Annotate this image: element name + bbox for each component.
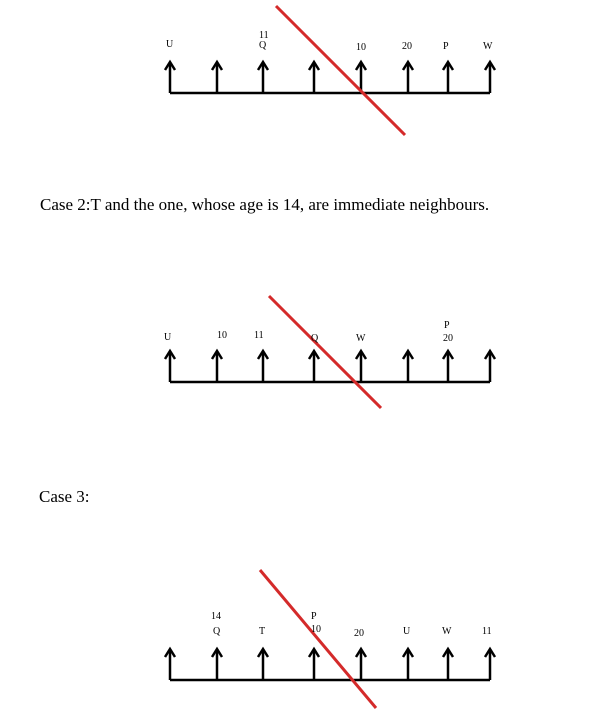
label-14: 14 [211, 611, 221, 622]
label-20: 20 [402, 41, 412, 52]
label-p: P [444, 320, 450, 331]
label-w: W [356, 333, 366, 344]
label-u: U [403, 626, 411, 637]
label-w: W [442, 626, 452, 637]
label-10: 10 [217, 330, 227, 341]
up-arrow-icon [403, 351, 413, 382]
up-arrow-icon [165, 649, 175, 680]
up-arrow-icon [356, 649, 366, 680]
label-11: 11 [259, 30, 269, 41]
diagram-1-arrows [165, 62, 495, 93]
diagram-2 [164, 296, 495, 408]
up-arrow-icon [356, 351, 366, 382]
label-q: Q [311, 333, 319, 344]
case-3-heading: Case 3: [39, 487, 90, 506]
up-arrow-icon [258, 62, 268, 93]
label-q: Q [259, 40, 267, 51]
up-arrow-icon [309, 62, 319, 93]
diagram-1 [165, 6, 495, 135]
up-arrow-icon [165, 62, 175, 93]
label-q: Q [213, 626, 221, 637]
label-20: 20 [354, 628, 364, 639]
up-arrow-icon [258, 649, 268, 680]
label-t: T [259, 626, 266, 637]
label-p: P [443, 41, 449, 52]
up-arrow-icon [485, 351, 495, 382]
up-arrow-icon [485, 649, 495, 680]
up-arrow-icon [165, 351, 175, 382]
up-arrow-icon [309, 351, 319, 382]
up-arrow-icon [403, 62, 413, 93]
up-arrow-icon [212, 62, 222, 93]
diagram-3 [165, 570, 495, 708]
up-arrow-icon [443, 649, 453, 680]
up-arrow-icon [443, 351, 453, 382]
up-arrow-icon [258, 351, 268, 382]
label-10: 10 [356, 42, 366, 53]
up-arrow-icon [485, 62, 495, 93]
case-2-statement: Case 2:T and the one, whose age is 14, are immediate neighbours. [40, 195, 490, 214]
diagram-2-strike-line [269, 296, 381, 408]
label-u: U [166, 39, 174, 50]
up-arrow-icon [443, 62, 453, 93]
label-p: P [311, 611, 317, 622]
label-w: W [483, 41, 493, 52]
label-u: U [164, 332, 172, 343]
label-11: 11 [254, 330, 264, 341]
up-arrow-icon [309, 649, 319, 680]
label-10: 10 [311, 624, 321, 635]
diagram-1-strike-line [276, 6, 405, 135]
up-arrow-icon [212, 351, 222, 382]
label-20: 20 [443, 333, 453, 344]
label-11: 11 [482, 626, 492, 637]
up-arrow-icon [212, 649, 222, 680]
up-arrow-icon [403, 649, 413, 680]
diagram-3-strike-line [260, 570, 376, 708]
